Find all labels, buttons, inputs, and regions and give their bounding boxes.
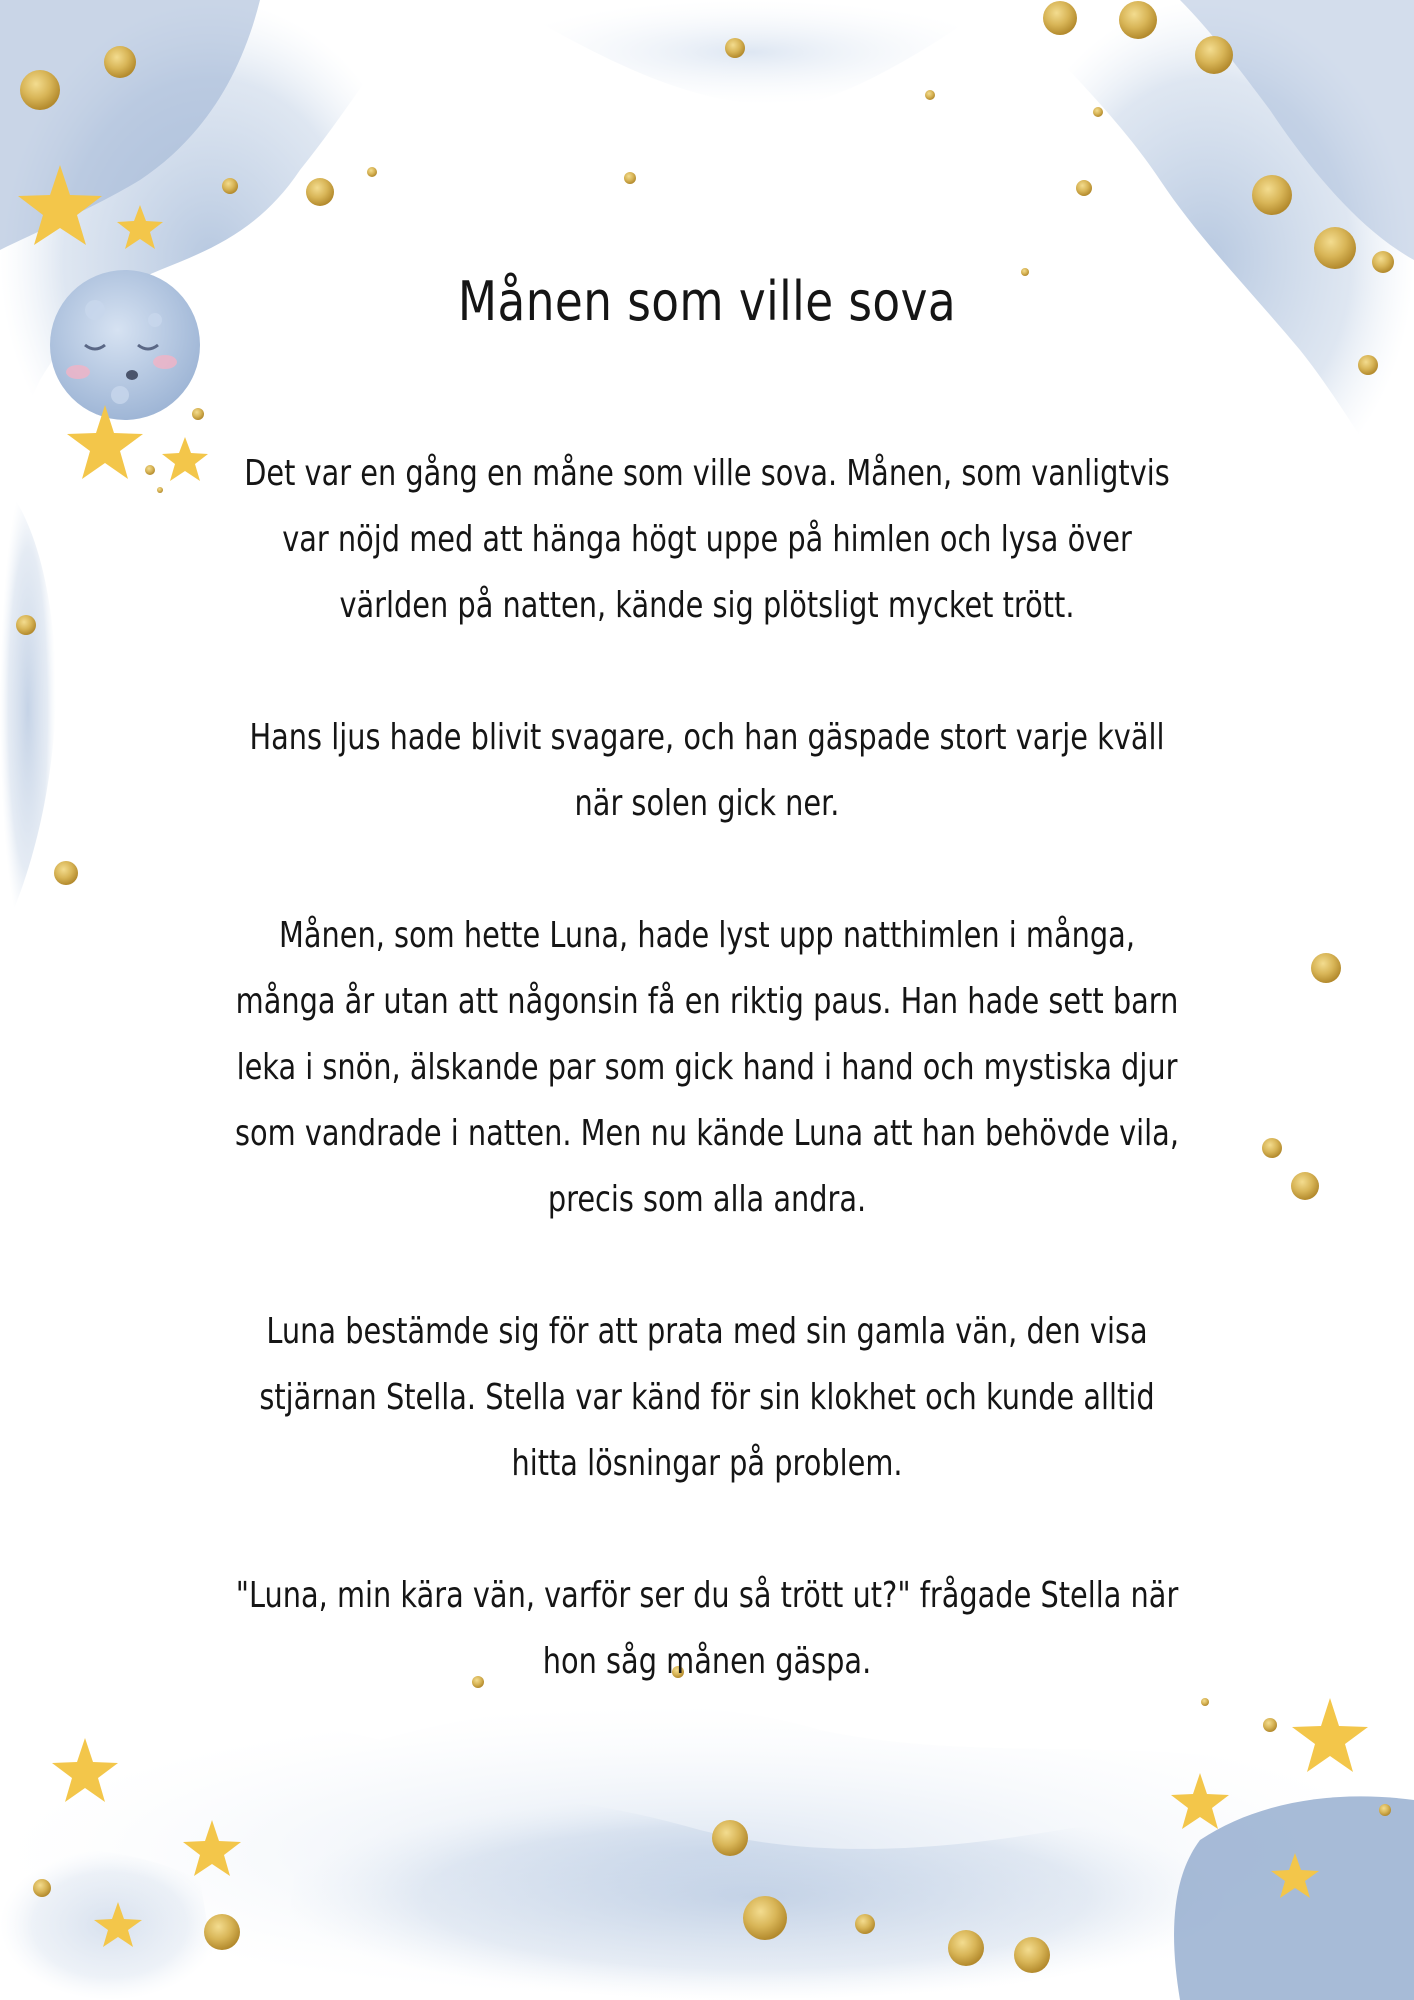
paragraph-5-wrap (117, 1563, 1297, 1695)
story-paragraph-3: Månen, som hette Luna, hade lyst upp natthimlen i många, många år utan att någonsin få en riktig paus. Han hade sett barn leka i snön, älskande par som gick hand i hand och mystiska djur som vandrade i natten. Men nu kände Luna att han behövde vila, precis som alla andra. (235, 914, 1179, 1220)
story-paragraph-2: Hans ljus hade blivit svagare, och han gäspade stort varje kväll när solen gick ner. (249, 716, 1165, 824)
sleeping-moon-icon (50, 270, 200, 420)
paragraph-4-wrap (117, 1299, 1297, 1497)
story-paragraph-4: Luna bestämde sig för att prata med sin gamla vän, den visa stjärnan Stella. Stella var känd för sin klokhet och kunde alltid hitta lösningar på problem. (259, 1310, 1155, 1484)
page-title: Månen som ville sova (457, 270, 957, 333)
star-icon (1292, 1698, 1368, 1772)
story-paragraph-5: "Luna, min kära vän, varför ser du så trött ut?" frågade Stella när hon såg månen gäspa. (235, 1574, 1179, 1682)
story-paragraph-1: Det var en gång en måne som ville sova. Månen, som vanligtvis var nöjd med att hänga högt uppe på himlen och lysa över världen på natten, kände sig plötsligt mycket trött. (244, 452, 1170, 626)
paragraph-1-wrap (117, 441, 1297, 639)
paragraph-2-wrap (117, 705, 1297, 837)
story-page (210, 270, 1204, 1695)
paragraph-3-wrap (117, 903, 1297, 1233)
